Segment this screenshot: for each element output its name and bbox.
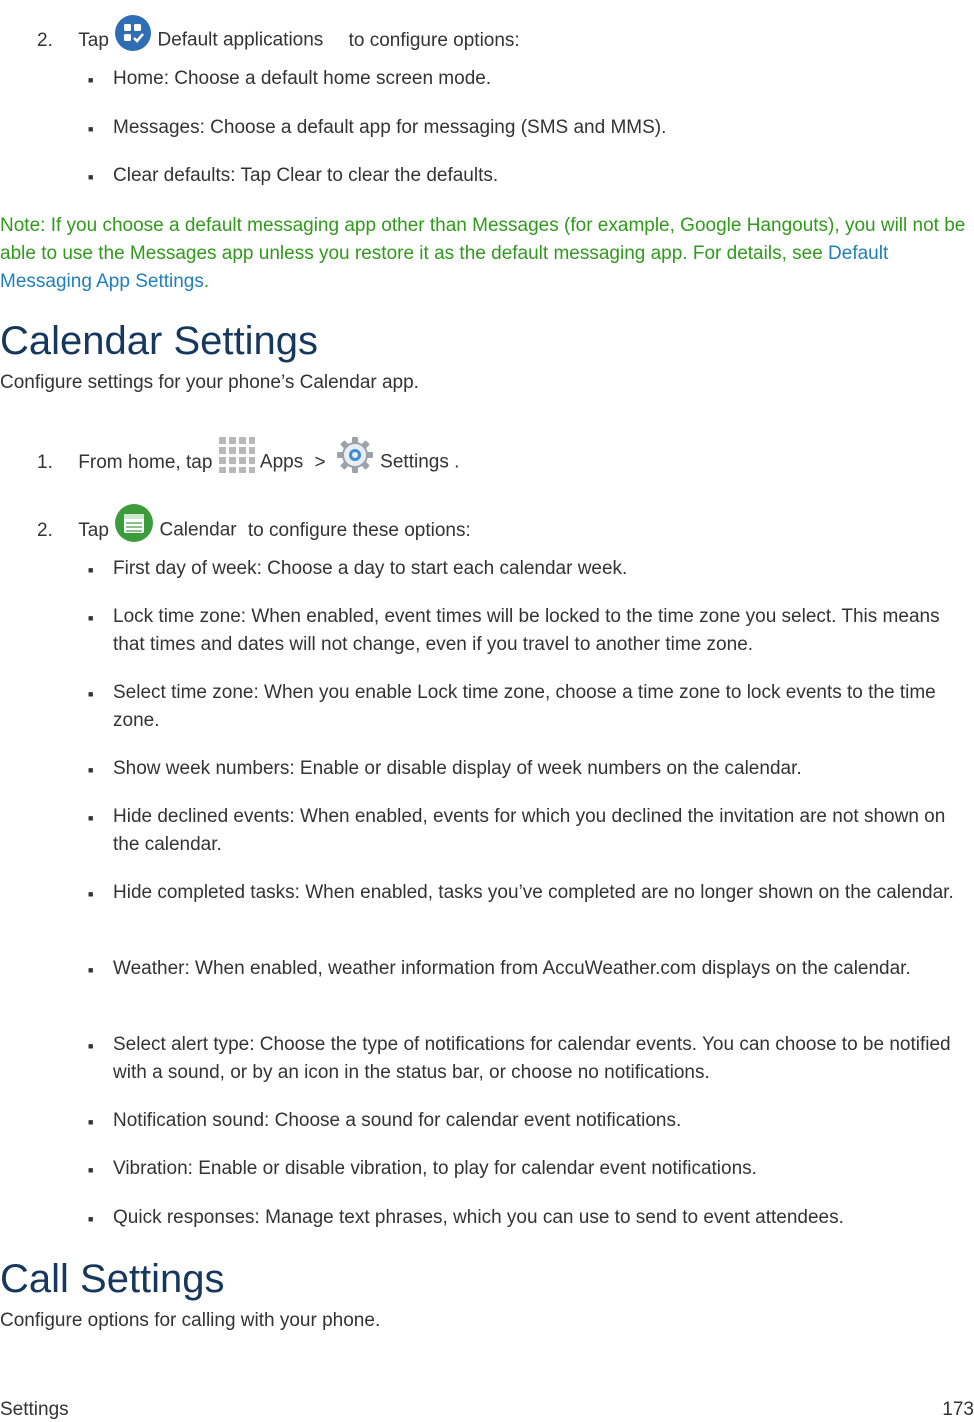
calendar-settings-heading: Calendar Settings <box>0 319 318 363</box>
item-label: Show week numbers <box>113 758 290 779</box>
item-text: : Enable or disable vibration, to play for calendar event notifications. <box>187 1158 757 1179</box>
step-number: 1. <box>37 451 53 473</box>
bullet-marker: ■ <box>88 1117 94 1127</box>
item-text: : Choose a default home screen mode. <box>163 68 492 89</box>
item-text: : Enable or disable display of week numbers on the calendar. <box>289 758 802 779</box>
item-label: Notification sound <box>113 1110 265 1131</box>
bullet-marker: ■ <box>88 1165 94 1175</box>
step-end: . <box>454 451 460 473</box>
footer-section: Settings <box>0 1399 69 1420</box>
apps-grid-icon <box>218 436 256 483</box>
step-suffix: to configure options: <box>348 29 520 51</box>
bullet-marker: ■ <box>88 172 94 182</box>
item-label: First day of week <box>113 558 257 579</box>
list-item <box>113 603 968 659</box>
bullet-marker: ■ <box>88 613 94 623</box>
list-item <box>113 1107 968 1135</box>
item-label: Weather <box>113 958 185 979</box>
call-intro: Configure options for calling with your phone. <box>0 1310 381 1331</box>
call-settings-heading: Call Settings <box>0 1257 225 1301</box>
step-suffix: to configure these options: <box>247 519 471 541</box>
list-item <box>113 555 968 583</box>
list-item <box>113 679 968 735</box>
tap-word: Tap <box>78 29 109 51</box>
list-item <box>113 1204 968 1232</box>
step-number: 2. <box>37 29 53 51</box>
bullet-marker: ■ <box>88 1214 94 1224</box>
item-label: Hide completed tasks <box>113 882 295 903</box>
item-text: : When you enable Lock time zone, choose a time zone to lock events to the time zone. <box>113 682 936 731</box>
list-item <box>113 755 968 783</box>
note-end: . <box>203 271 210 292</box>
bullet-marker: ■ <box>88 889 94 899</box>
bullet-marker: ■ <box>88 765 94 775</box>
bullet-marker: ■ <box>88 813 94 823</box>
list-item <box>113 65 968 93</box>
item-label: Quick responses <box>113 1207 255 1228</box>
item-text: : When enabled, events for which you declined the invitation are not shown on the calendar. <box>113 806 946 855</box>
app-name: Default applications <box>157 29 324 51</box>
item-text: : Tap Clear to clear the defaults. <box>230 165 499 186</box>
item-label: Hide declined events <box>113 806 290 827</box>
item-text: : When enabled, weather information from AccuWeather.com displays on the calendar. <box>184 958 911 979</box>
note-lead: Note: <box>0 215 46 236</box>
apps-label: Apps <box>259 451 304 473</box>
bullet-marker: ■ <box>88 1041 94 1051</box>
bullet-marker: ■ <box>88 75 94 85</box>
item-text: : Choose the type of notifications for calendar events. You can choose to be notified with a sound, or by an icon in the status bar, or choose no notifications. <box>113 1034 951 1083</box>
step-number: 2. <box>37 519 53 541</box>
list-item <box>113 1155 968 1183</box>
top-step-2 <box>37 17 520 64</box>
bullet-marker: ■ <box>88 124 94 134</box>
item-text: : Manage text phrases, which you can use to send to event attendees. <box>254 1207 844 1228</box>
settings-label: Settings <box>380 451 449 473</box>
calendar-label: Calendar <box>159 519 237 541</box>
bullet-marker: ■ <box>88 965 94 975</box>
chevron-separator: > <box>314 451 326 473</box>
list-item <box>113 114 968 142</box>
list-item <box>113 803 968 859</box>
note-text: If you choose a default messaging app other than Messages (for example, Google Hangouts), you will not be able to use the Messages app unless you restore it as the default messaging app. For details, see <box>0 215 966 264</box>
from-home-text: From home, tap <box>78 451 213 473</box>
item-label: Lock time zone <box>113 606 241 627</box>
item-text: : When enabled, event times will be locked to the time zone you select. This means that times and dates will not change, even if you travel to another time zone. <box>113 606 940 655</box>
item-label: Vibration <box>113 1158 188 1179</box>
page-number: 173 <box>942 1399 974 1420</box>
item-text: : When enabled, tasks you’ve completed are no longer shown on the calendar. <box>294 882 954 903</box>
calendar-app-icon <box>114 503 154 552</box>
item-text: : Choose a default app for messaging (SMS and MMS). <box>199 117 667 138</box>
item-label: Select time zone <box>113 682 254 703</box>
default-messaging-link[interactable]: Default Messaging App Settings <box>0 243 889 292</box>
note-paragraph <box>0 212 970 296</box>
list-item <box>113 879 968 907</box>
settings-gear-icon <box>335 435 375 484</box>
calendar-step-2 <box>37 506 471 555</box>
calendar-intro: Configure settings for your phone’s Calendar app. <box>0 372 419 393</box>
item-text: : Choose a sound for calendar event notifications. <box>264 1110 682 1131</box>
item-text: : Choose a day to start each calendar week. <box>256 558 628 579</box>
bullet-marker: ■ <box>88 689 94 699</box>
bullet-marker: ■ <box>88 565 94 575</box>
list-item <box>113 1031 968 1087</box>
item-label: Messages <box>113 117 200 138</box>
list-item <box>113 955 968 983</box>
item-label: Select alert type <box>113 1034 250 1055</box>
item-label: Clear defaults <box>113 165 231 186</box>
item-label: Home <box>113 68 164 89</box>
tap-word: Tap <box>78 519 109 541</box>
default-applications-icon <box>114 14 152 61</box>
list-item <box>113 162 968 190</box>
calendar-step-1 <box>37 438 459 487</box>
